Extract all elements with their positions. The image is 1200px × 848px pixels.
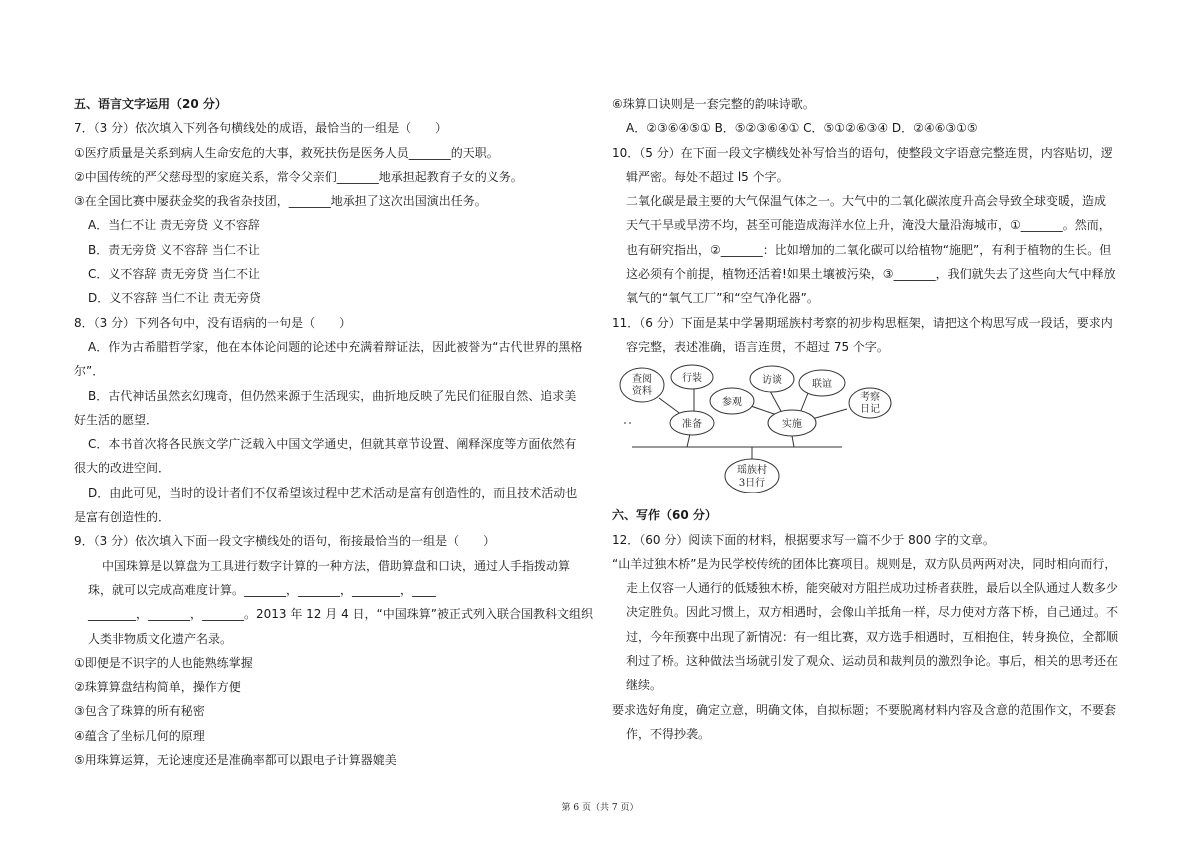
node-root-label-1: 瑶族村	[737, 465, 767, 477]
q7-stem: 7．（3 分）依次填入下列各句横线处的成语，最恰当的一组是（ ）	[74, 121, 448, 136]
node-canguan-label: 参观	[722, 397, 742, 409]
q7-sentence-1: ①医疗质量是关系到病人生命安危的大事，救死扶伤是医务人员_______的天职。	[74, 145, 499, 160]
q10-stem-line2: 辑严密。每处不超过 l5 个字。	[626, 169, 789, 184]
q7-sentence-2: ②中国传统的严父慈母型的家庭关系，常令父亲们_______地承担起教育子女的义务。	[74, 169, 523, 184]
node-shishi-label: 实施	[782, 419, 802, 431]
q11-stem-line2: 容完整，表述准确，语言连贯，不超过 75 个字。	[626, 339, 889, 354]
q12-requirements-line2: 作，不得抄袭。	[626, 726, 711, 741]
q8-stem: 8．（3 分）下列各句中，没有语病的一句是（ ）	[74, 315, 352, 330]
q10-passage-line2: 天气干旱或旱涝不均，甚至可能造成海洋水位上升，淹没大量沿海城市，①_______。然而，	[626, 218, 1111, 233]
q9-item-6: ⑥珠算口诀则是一套完整的韵味诗歌。	[612, 97, 815, 111]
node-chayue-label-1: 查阅	[632, 374, 652, 386]
node-root-label-2: 3日行	[738, 478, 766, 490]
q7-option-a: A．当仁不让 责无旁贷 义不容辞	[88, 218, 260, 233]
q12-material-line6: 继续。	[626, 678, 663, 693]
right-column	[612, 92, 1132, 746]
node-kaocha-label-2: 日记	[860, 404, 880, 416]
q12-material-line1: “山羊过独木桥”是为民学校传统的团体比赛项目。规则是，双方队员两两对决，同时相向而行，	[612, 556, 1117, 571]
q12-requirements-line1: 要求选好角度，确定立意，明确文体，自拟标题；不要脱离材料内容及含意的范围作文，不要套	[612, 702, 1117, 717]
q10-passage-line4: 这必须有个前提，植物还活着!如果土壤被污染，③_______，我们就失去了这些向大气中释放	[626, 267, 1116, 282]
q7-option-b: B．责无旁贷 义不容辞 当仁不让	[88, 242, 260, 257]
page-footer: 第 6 页（共 7 页）	[561, 803, 639, 813]
q7-option-c: C．义不容辞 责无旁贷 当仁不让	[88, 267, 261, 282]
q8-option-c-line1: C．本书首次将各民族文学广泛载入中国文学通史，但就其章节设置、阐释深度等方面依然有	[88, 437, 577, 452]
q7-option-d: D．义不容辞 当仁不让 责无旁贷	[88, 291, 261, 306]
q9-item-4: ④蕴含了坐标几何的原理	[74, 728, 205, 743]
q9-item-3: ③包含了珠算的所有秘密	[74, 704, 205, 719]
q11-stem-line1: 11．（6 分）下面是某中学暑期瑶族村考察的初步构思框架，请把这个构思写成一段话，要求内	[612, 315, 1113, 330]
q12-material-line3: 决定胜负。因此习惯上，双方相遇时，会像山羊抵角一样，尽力使对方落下桥，自己通过。不	[626, 605, 1119, 620]
node-chayue-label-2: 资料	[632, 386, 652, 398]
node-kaocha-label-1: 考察	[860, 392, 880, 404]
q8-option-d-line2: 是富有创造性的．	[74, 510, 171, 525]
q8-option-d-line1: D．由此可见，当时的设计者们不仅希望该过程中艺术活动是富有创造性的，而且技术活动也	[88, 485, 578, 500]
q10-stem-line1: 10．（5 分）在下面一段文字横线处补写恰当的语句，使整段文字语意完整连贯，内容贴切，逻	[612, 145, 1113, 160]
q8-option-b-line2: 好生活的愿望．	[74, 412, 159, 427]
q12-material-line5: 利过了桥。这种做法当场就引发了观众、运动员和裁判员的激烈争论。事后，相关的思考还在	[626, 654, 1119, 669]
node-lianhuan-label: 联谊	[812, 379, 832, 391]
q8-option-c-line2: 很大的改进空间．	[74, 461, 171, 476]
q12-stem: 12．（60 分）阅读下面的材料，根据要求写一篇不少于 800 字的文章。	[612, 532, 995, 547]
q9-passage-line3: ________，_______，_______。2013 年 12 月 4 日，“中国珠算”被正式列入联合国教科文组织	[88, 607, 593, 622]
node-fangtan-label: 访谈	[762, 375, 782, 387]
q12-material-line2: 走上仅容一人通行的低矮独木桥，能突破对方阻拦成功过桥者获胜，最后以全队通过人数多少	[626, 581, 1119, 596]
q10-passage-line3: 也有研究指出，②_______：比如增加的二氧化碳可以给植物“施肥”，有利于植物的生长。但	[626, 242, 1112, 257]
q8-option-a-line1: A．作为古希腊哲学家，他在本体论问题的论述中充满着辩证法，因此被誉为“古代世界的黑格	[88, 339, 583, 354]
node-xingzhuang-label: 行装	[682, 373, 702, 385]
q12-material-line4: 过，今年预赛中出现了新情况：有一组比赛，双方选手相遇时，互相抱住，转身换位，全都顺	[626, 629, 1119, 644]
node-zhunbei-label: 准备	[682, 419, 702, 431]
q10-passage-line5: 氧气的“氧气工厂”和“空气净化器”。	[626, 291, 819, 306]
section-5-heading: 五、语言文字运用（20 分）	[74, 97, 227, 111]
left-column	[74, 92, 594, 772]
q9-passage-line2: 珠，就可以完成高难度计算。_______，_______，________，____	[88, 582, 437, 597]
q9-passage-line1: 中国珠算是以算盘为工具进行数字计算的一种方法，借助算盘和口诀，通过人手指拨动算	[102, 558, 571, 573]
village-trip-diagram	[612, 363, 892, 493]
q9-options: A．②③⑥④⑤① B．⑤②③⑥④① C．⑤①②⑥③④ D．②④⑥③①⑤	[626, 121, 978, 136]
q10-passage-line1: 二氧化碳是最主要的大气保温气体之一。大气中的二氧化碳浓度升高会导致全球变暖，造成	[626, 194, 1107, 209]
q7-sentence-3: ③在全国比赛中屡获金奖的我省杂技团，_______地承担了这次出国演出任务。	[74, 194, 487, 209]
q8-option-b-line1: B．古代神话虽然玄幻瑰奇，但仍然来源于生活现实，曲折地反映了先民们征服自然、追求美	[88, 388, 577, 403]
q8-option-a-line2: 尔”．	[74, 364, 105, 379]
q9-item-5: ⑤用珠算运算，无论速度还是准确率都可以跟电子计算器媲美	[74, 753, 397, 768]
q9-item-1: ①即便是不识字的人也能熟练掌握	[74, 655, 253, 670]
section-6-heading: 六、写作（60 分）	[612, 508, 717, 523]
q9-passage-line4: 人类非物质文化遗产名录。	[88, 631, 233, 646]
q9-stem: 9．（3 分）依次填入下面一段文字横线处的语句，衔接最恰当的一组是（ ）	[74, 534, 496, 549]
q9-item-2: ②珠算算盘结构简单，操作方便	[74, 680, 241, 695]
